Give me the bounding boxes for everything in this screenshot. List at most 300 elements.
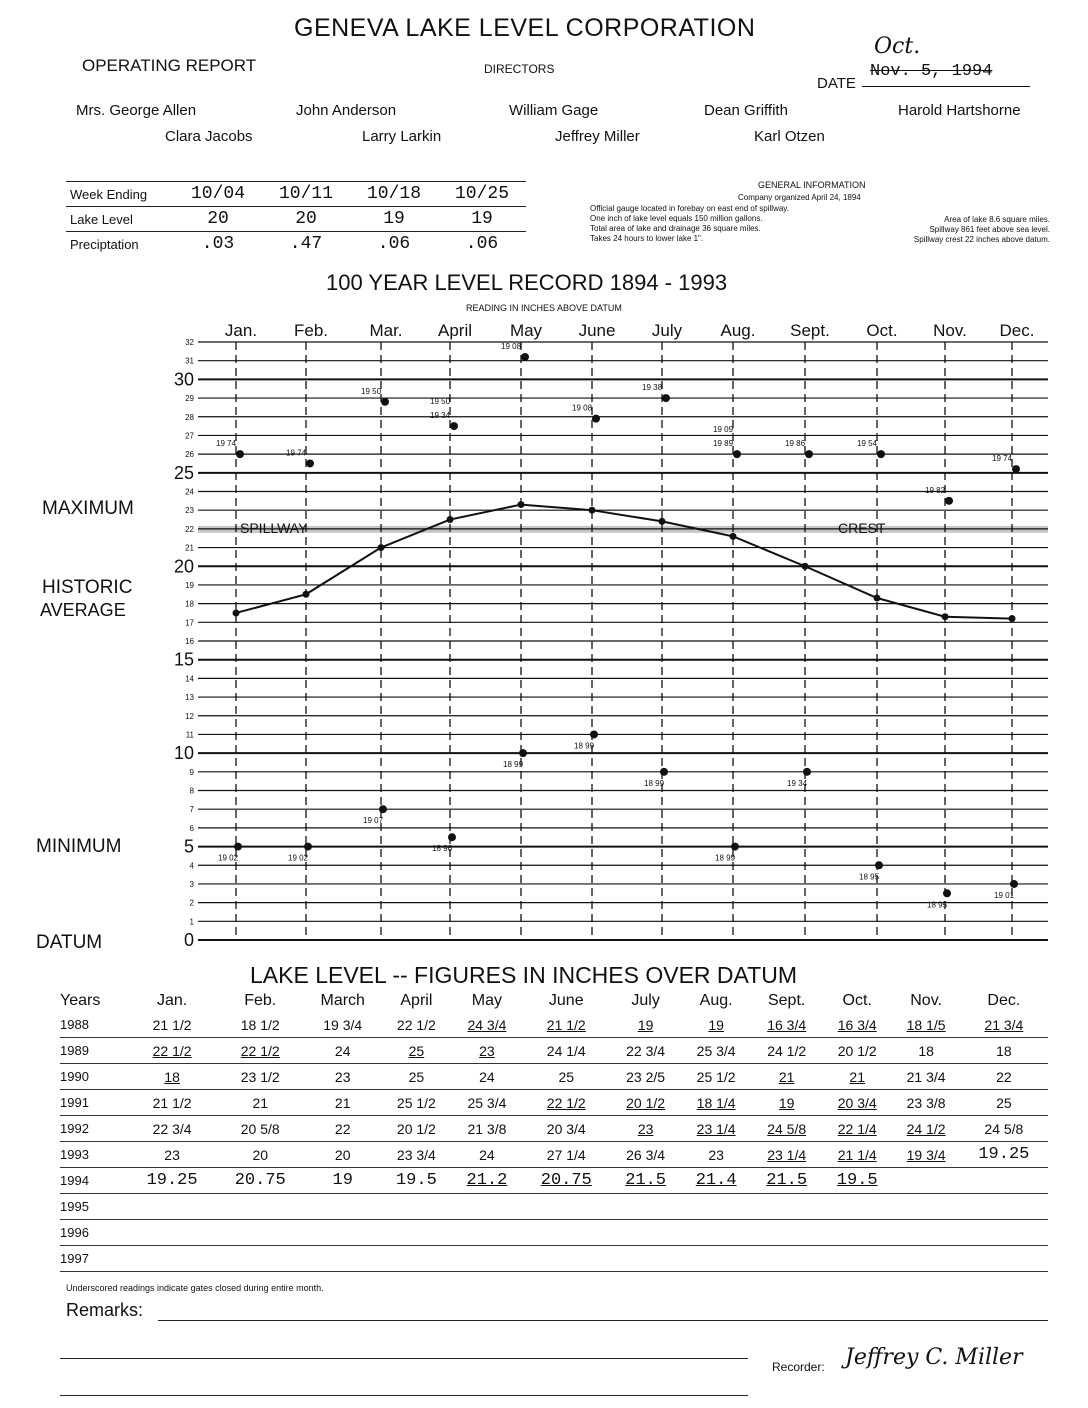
level-cell: [522, 1116, 610, 1142]
min-year-label: 19 34: [787, 778, 808, 788]
level-cell: [892, 1038, 959, 1064]
max-year-label: 19 74: [216, 439, 237, 449]
level-value: 24: [479, 1068, 495, 1085]
level-value: 18: [996, 1042, 1012, 1059]
min-point: [660, 768, 668, 776]
max-point: [805, 450, 813, 458]
cell: .06: [350, 232, 438, 257]
level-cell: [216, 1142, 304, 1168]
info-line: Spillway 861 feet above sea level.: [929, 225, 1050, 234]
cell: 10/25: [438, 182, 526, 207]
min-point: [803, 768, 811, 776]
y-tick-label: 32: [185, 338, 194, 347]
month-label: July: [651, 321, 683, 340]
director-name: Harold Hartshorne: [898, 102, 1021, 119]
info-line: Spillway crest 22 inches above datum.: [913, 235, 1050, 244]
month-label: May: [509, 321, 543, 340]
column-header: Sept.: [767, 992, 806, 1009]
level-cell: [610, 1246, 681, 1272]
level-cell: [452, 1194, 523, 1220]
max-year-label: 19 74: [286, 448, 307, 458]
min-point: [304, 843, 312, 851]
year-cell: 1991: [60, 1090, 128, 1116]
level-cell: [751, 1012, 822, 1038]
level-value: 22: [334, 1120, 351, 1137]
general-info-title: GENERAL INFORMATION: [758, 180, 866, 190]
level-value: 24 1/2: [906, 1120, 946, 1137]
cell: .03: [174, 232, 262, 257]
level-cell: [751, 1116, 822, 1142]
level-value: 22 3/4: [626, 1042, 666, 1059]
level-cell: [522, 1194, 610, 1220]
level-cell: [304, 1220, 381, 1246]
max-year-label: 19 34: [430, 411, 451, 421]
year-cell: 1993: [60, 1142, 128, 1168]
y-tick-label: 18: [185, 599, 194, 609]
level-cell: [751, 1142, 822, 1168]
date-correction: Oct.: [874, 34, 921, 59]
level-value: 22 1/2: [546, 1094, 586, 1111]
level-value: 24 5/8: [984, 1120, 1024, 1137]
level-value: 26 3/4: [626, 1146, 666, 1163]
remarks-line: [60, 1395, 748, 1396]
level-value: 22 1/2: [240, 1042, 280, 1059]
max-year-label: 19 50: [361, 386, 382, 396]
level-cell: [522, 1038, 610, 1064]
level-value: 21: [252, 1094, 269, 1111]
director-name: John Anderson: [296, 102, 397, 119]
level-cell: [751, 1220, 822, 1246]
level-cell: [610, 1064, 681, 1090]
level-value: 23 2/5: [626, 1068, 666, 1085]
level-cell: [452, 1064, 523, 1090]
y-tick-label: 29: [185, 394, 194, 404]
level-value: 21.5: [766, 1171, 808, 1190]
level-cell: [216, 1246, 304, 1272]
column-header: Dec.: [987, 992, 1021, 1009]
year-cell: 1994: [60, 1168, 128, 1194]
y-tick-label: 3: [189, 879, 194, 889]
level-cell: [681, 1168, 752, 1194]
y-tick-label: 26: [185, 450, 194, 460]
level-value: 19: [708, 1016, 724, 1033]
y-tick-label: 8: [189, 786, 194, 796]
cell: 20: [262, 207, 350, 232]
level-cell: [128, 1064, 216, 1090]
level-cell: [522, 1090, 610, 1116]
level-cell: [381, 1116, 452, 1142]
level-cell: [610, 1168, 681, 1194]
level-cell: [822, 1012, 893, 1038]
level-value: 19 3/4: [323, 1016, 363, 1033]
cell: .06: [438, 232, 526, 257]
average-point: [233, 609, 240, 616]
level-value: 21 3/8: [467, 1120, 507, 1137]
level-cell: [822, 1194, 893, 1220]
info-line: Area of lake 8.6 square miles.: [944, 215, 1050, 224]
level-value: 24 1/4: [546, 1042, 586, 1059]
cell: 19: [350, 207, 438, 232]
level-value: 22: [996, 1068, 1012, 1085]
level-value: 21 3/4: [906, 1068, 946, 1085]
y-tick-label: 19: [185, 580, 194, 590]
level-value: 27 1/4: [546, 1146, 586, 1163]
column-header: Aug.: [699, 992, 733, 1009]
min-year-label: 18 99: [644, 778, 665, 788]
level-value: 21 1/2: [152, 1016, 192, 1033]
info-line: One inch of lake level equals 150 million gallons.: [590, 214, 763, 223]
level-cell: [681, 1012, 752, 1038]
level-cell: [892, 1168, 959, 1194]
table-row: [60, 1194, 1048, 1220]
row-label: Preciptation: [66, 232, 174, 257]
level-cell: [822, 1038, 893, 1064]
level-cell: [128, 1116, 216, 1142]
max-year-label: 19 86: [785, 439, 806, 449]
level-value: 23: [637, 1120, 654, 1137]
level-cell: [681, 1064, 752, 1090]
level-value: 20 5/8: [240, 1120, 280, 1137]
average-point: [589, 507, 596, 514]
cell: 19: [438, 207, 526, 232]
average-point: [378, 544, 385, 551]
level-value: 25 3/4: [467, 1094, 507, 1111]
level-cell: [216, 1194, 304, 1220]
month-label: Oct.: [866, 321, 898, 340]
max-point: [450, 422, 458, 430]
level-cell: [892, 1064, 959, 1090]
y-tick-label: 2: [189, 898, 194, 908]
y-tick-label: 7: [189, 805, 194, 815]
level-cell: [822, 1116, 893, 1142]
level-value: 23 1/4: [767, 1146, 807, 1163]
max-point: [521, 353, 529, 361]
y-tick-label: 17: [185, 618, 194, 628]
remarks-line: [158, 1320, 1048, 1321]
level-cell: [381, 1246, 452, 1272]
min-year-label: 19 01: [994, 890, 1015, 900]
max-year-label: 19 50: [430, 397, 451, 407]
level-cell: [751, 1194, 822, 1220]
y-tick-label: 23: [185, 506, 194, 516]
level-value: 23 3/8: [906, 1094, 946, 1111]
level-cell: [381, 1012, 452, 1038]
table-row: [60, 1220, 1048, 1246]
level-cell: [216, 1168, 304, 1194]
table-header-row: [60, 990, 1048, 1012]
max-year-label: 19 09: [713, 425, 734, 435]
level-cell: [751, 1038, 822, 1064]
table-row: [60, 1090, 1048, 1116]
level-cell: [452, 1090, 523, 1116]
level-value: 20 3/4: [837, 1094, 877, 1111]
level-value: 19.25: [146, 1171, 198, 1190]
level-cell: [681, 1142, 752, 1168]
cell: 10/11: [262, 182, 350, 207]
level-value: 18 1/5: [906, 1016, 946, 1033]
min-point: [234, 843, 242, 851]
level-cell: [452, 1116, 523, 1142]
level-cell: [452, 1220, 523, 1246]
level-cell: [522, 1142, 610, 1168]
level-cell: [892, 1142, 959, 1168]
min-year-label: 18 99: [715, 853, 736, 863]
min-point: [731, 843, 739, 851]
level-cell: [128, 1220, 216, 1246]
level-value: 19: [637, 1016, 654, 1033]
chart-subtitle: READING IN INCHES ABOVE DATUM: [466, 303, 622, 313]
min-year-label: 19 07: [363, 816, 384, 826]
y-tick-label: 15: [173, 649, 194, 670]
level-value: 22 3/4: [152, 1120, 192, 1137]
level-cell: [610, 1220, 681, 1246]
y-tick-label: 1: [189, 917, 194, 927]
min-year-label: 18 95: [859, 872, 880, 882]
level-cell: [822, 1090, 893, 1116]
level-cell: [822, 1246, 893, 1272]
y-tick-label: 0: [183, 930, 194, 950]
y-tick-label: 25: [173, 462, 194, 483]
max-point: [236, 450, 244, 458]
min-point: [379, 805, 387, 813]
max-point: [945, 497, 953, 505]
column-header: April: [400, 992, 433, 1009]
level-value: 19.25: [978, 1145, 1030, 1164]
year-cell: 1989: [60, 1038, 128, 1064]
info-line: Takes 24 hours to lower lake 1".: [590, 234, 704, 243]
level-cell: [822, 1064, 893, 1090]
level-value: 21.2: [466, 1171, 508, 1190]
level-cell: [304, 1012, 381, 1038]
level-cell: [381, 1168, 452, 1194]
level-value: 21: [334, 1094, 351, 1111]
average-point: [802, 563, 809, 570]
cell: .47: [262, 232, 350, 257]
level-cell: [522, 1246, 610, 1272]
level-cell: [960, 1038, 1048, 1064]
max-year-label: 19 08: [501, 341, 522, 351]
column-header: Feb.: [244, 992, 277, 1009]
average-point: [303, 591, 310, 598]
year-cell: 1997: [60, 1246, 128, 1272]
level-value: 21 1/2: [152, 1094, 192, 1111]
level-cell: [610, 1194, 681, 1220]
level-cell: [892, 1194, 959, 1220]
column-header: June: [548, 992, 584, 1009]
level-cell: [128, 1090, 216, 1116]
max-year-label: 19 38: [642, 383, 663, 393]
remarks-label: Remarks:: [66, 1300, 144, 1320]
level-cell: [304, 1142, 381, 1168]
average-label: AVERAGE: [40, 600, 126, 620]
column-header: July: [631, 992, 660, 1009]
min-year-label: 19 02: [218, 853, 239, 863]
level-cell: [751, 1090, 822, 1116]
min-point: [875, 861, 883, 869]
average-point: [874, 595, 881, 602]
level-cell: [216, 1116, 304, 1142]
column-header: Jan.: [156, 992, 188, 1009]
year-cell: 1995: [60, 1194, 128, 1220]
level-value: 20.75: [234, 1171, 286, 1190]
level-cell: [381, 1090, 452, 1116]
level-value: 19: [332, 1171, 353, 1190]
y-tick-label: 5: [183, 836, 194, 857]
y-tick-label: 10: [173, 743, 194, 764]
max-year-label: 19 82: [925, 485, 946, 495]
level-cell: [751, 1246, 822, 1272]
column-header: Years: [60, 992, 101, 1009]
level-value: 25: [408, 1042, 425, 1059]
level-value: 25 1/2: [396, 1094, 436, 1111]
cell: 10/04: [174, 182, 262, 207]
crest-label: CREST: [838, 519, 886, 536]
level-value: 21.4: [695, 1171, 737, 1190]
minimum-label: MINIMUM: [36, 836, 122, 857]
max-point: [592, 415, 600, 423]
level-cell: [216, 1220, 304, 1246]
max-point: [877, 450, 885, 458]
level-value: 25: [558, 1068, 575, 1085]
y-tick-label: 12: [185, 711, 194, 721]
remarks-line: [60, 1358, 748, 1359]
level-cell: [381, 1220, 452, 1246]
min-point: [519, 749, 527, 757]
max-point: [381, 398, 389, 406]
level-value: 21 1/2: [546, 1016, 586, 1033]
spillway-label: SPILLWAY: [240, 519, 308, 536]
director-name: Karl Otzen: [754, 128, 825, 145]
y-tick-label: 9: [189, 767, 194, 777]
director-name: Jeffrey Miller: [555, 128, 640, 145]
maximum-label: MAXIMUM: [42, 498, 134, 519]
month-label: Nov.: [933, 321, 967, 340]
month-label: April: [437, 321, 473, 340]
y-tick-label: 31: [185, 356, 194, 366]
info-line: Total area of lake and drainage 36 square miles.: [590, 224, 761, 233]
level-value: 24: [334, 1042, 351, 1059]
datum-label: DATUM: [36, 932, 103, 953]
level-cell: [381, 1194, 452, 1220]
level-cell: [216, 1090, 304, 1116]
level-value: 23: [334, 1068, 351, 1085]
recorder-label: Recorder:: [772, 1360, 825, 1374]
lake-table-title: LAKE LEVEL -- FIGURES IN INCHES OVER DATUM: [250, 962, 797, 988]
level-cell: [681, 1090, 752, 1116]
average-point: [730, 533, 737, 540]
min-point: [943, 889, 951, 897]
y-tick-label: 11: [185, 730, 194, 740]
level-cell: [892, 1246, 959, 1272]
general-info-organized: Company organized April 24, 1894: [738, 193, 861, 202]
lake-level-table: [60, 990, 1048, 1272]
level-value: 20 3/4: [546, 1120, 586, 1137]
year-cell: 1996: [60, 1220, 128, 1246]
table-row: [60, 1038, 1048, 1064]
level-cell: [610, 1116, 681, 1142]
level-cell: [681, 1220, 752, 1246]
level-cell: [960, 1142, 1048, 1168]
level-value: 20: [252, 1146, 269, 1163]
month-label: Jan.: [224, 321, 258, 340]
level-cell: [128, 1012, 216, 1038]
level-cell: [892, 1012, 959, 1038]
cell: 10/18: [350, 182, 438, 207]
level-cell: [822, 1142, 893, 1168]
level-cell: [452, 1168, 523, 1194]
average-point: [447, 516, 454, 523]
average-point: [659, 518, 666, 525]
level-cell: [304, 1116, 381, 1142]
level-cell: [960, 1220, 1048, 1246]
level-cell: [822, 1220, 893, 1246]
level-value: 21 1/4: [837, 1146, 877, 1163]
date-label: DATE: [817, 75, 856, 92]
y-tick-label: 24: [185, 487, 194, 497]
level-cell: [216, 1064, 304, 1090]
table-row: [60, 1168, 1048, 1194]
level-value: 25: [996, 1094, 1012, 1111]
y-tick-label: 16: [185, 637, 194, 646]
min-point: [590, 730, 598, 738]
month-label: June: [578, 321, 616, 340]
level-cell: [522, 1064, 610, 1090]
level-value: 16 3/4: [767, 1016, 807, 1033]
level-cell: [452, 1038, 523, 1064]
level-cell: [304, 1194, 381, 1220]
director-name: Larry Larkin: [362, 128, 442, 145]
level-value: 19: [778, 1094, 795, 1111]
level-cell: [304, 1246, 381, 1272]
level-value: 22 1/2: [396, 1016, 436, 1033]
min-point: [448, 833, 456, 841]
director-name: William Gage: [509, 102, 599, 119]
directors-label: DIRECTORS: [484, 62, 555, 76]
y-tick-label: 6: [189, 823, 194, 833]
column-header: May: [471, 992, 503, 1009]
column-header: March: [320, 992, 365, 1009]
average-point: [518, 501, 525, 508]
level-value: 24 5/8: [767, 1120, 807, 1137]
level-cell: [610, 1090, 681, 1116]
month-label: Dec.: [999, 321, 1035, 340]
average-point: [942, 613, 949, 620]
level-cell: [892, 1116, 959, 1142]
month-label: Mar.: [369, 321, 403, 340]
max-point: [733, 450, 741, 458]
max-year-label: 19 54: [857, 439, 878, 449]
level-cell: [751, 1064, 822, 1090]
level-cell: [381, 1038, 452, 1064]
director-name: Mrs. George Allen: [76, 102, 197, 119]
level-cell: [960, 1116, 1048, 1142]
underscore-note: Underscored readings indicate gates closed during entire month.: [66, 1283, 324, 1293]
level-value: 20 1/2: [626, 1094, 666, 1111]
level-value: 18: [918, 1042, 934, 1059]
min-year-label: 19 02: [288, 853, 309, 863]
level-value: 22 1/4: [837, 1120, 877, 1137]
level-cell: [128, 1168, 216, 1194]
level-value: 19 3/4: [906, 1146, 946, 1163]
cell: 20: [174, 207, 262, 232]
min-year-label: 18 99: [574, 741, 595, 751]
row-label: Week Ending: [66, 182, 174, 207]
level-cell: [960, 1194, 1048, 1220]
level-value: 23 1/2: [240, 1068, 280, 1085]
y-tick-label: 14: [185, 674, 194, 684]
level-value: 25: [408, 1068, 425, 1085]
level-cell: [522, 1220, 610, 1246]
